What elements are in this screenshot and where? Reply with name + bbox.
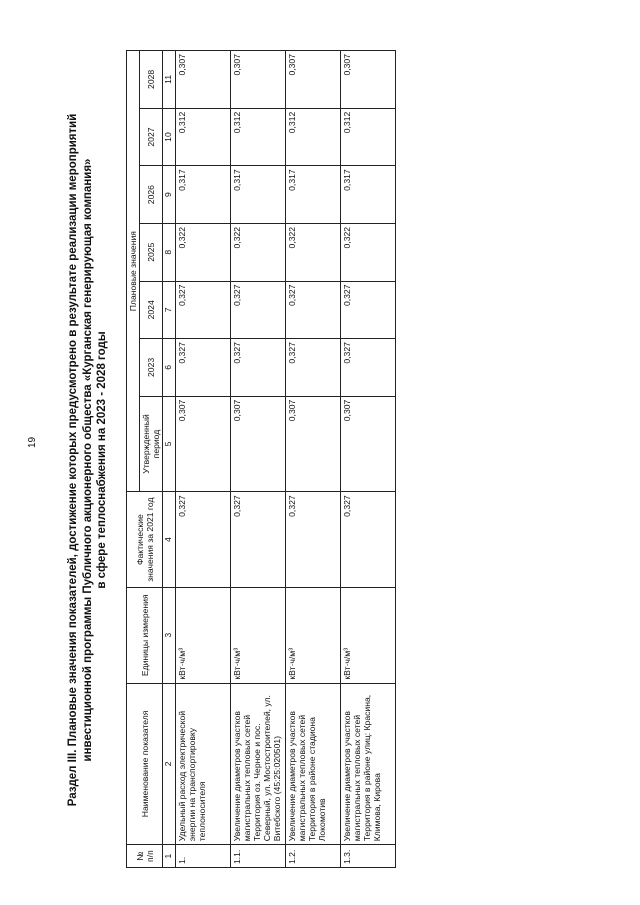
column-number: 3 (163, 587, 176, 683)
row-unit: кВт·ч/м³ (176, 587, 231, 683)
column-number: 9 (163, 166, 176, 224)
row-value: 0,307 (231, 51, 286, 109)
row-value: 0,322 (341, 223, 396, 281)
column-number: 8 (163, 223, 176, 281)
row-value: 0,317 (286, 166, 341, 224)
row-value: 0,322 (176, 223, 231, 281)
row-value: 0,307 (341, 51, 396, 109)
row-name: Увеличение диаметров участков магистральных тепловых сетей Территория в районе стадиона Локомотив (286, 683, 341, 845)
column-number: 7 (163, 281, 176, 339)
column-number: 5 (163, 396, 176, 492)
row-fact: 0,327 (286, 492, 341, 588)
section-title (64, 50, 110, 870)
indicators-table (126, 50, 396, 868)
row-value: 0,327 (341, 339, 396, 397)
row-value: 0,327 (231, 339, 286, 397)
row-value: 0,327 (341, 281, 396, 339)
table-row (231, 51, 286, 868)
page-number: 19 (27, 436, 38, 448)
header-year: 2028 (140, 51, 163, 109)
column-number: 1 (163, 845, 176, 868)
row-value: 0,307 (176, 51, 231, 109)
header-num: № п/п (127, 845, 163, 868)
row-value: 0,317 (341, 166, 396, 224)
header-year: 2026 (140, 166, 163, 224)
rotated-page-content (64, 50, 604, 870)
row-fact: 0,327 (231, 492, 286, 588)
title-line-1: Раздел III. Плановые значения показателей, достижение которых предусмотрено в результате реализации мероприятий (67, 113, 79, 807)
header-year: 2023 (140, 339, 163, 397)
row-value: 0,327 (176, 281, 231, 339)
row-num: 1. (176, 845, 231, 868)
row-name: Увеличение диаметров участков магистральных тепловых сетей Территория в районе улиц: Красина, Климова, Кирова (341, 683, 396, 845)
row-value: 0,312 (341, 108, 396, 166)
row-num: 1.2. (286, 845, 341, 868)
header-unit: Единицы измерения (127, 587, 163, 683)
header-planned: Плановые значения (127, 51, 140, 492)
title-line-2: инвестиционной программы Публичного акционерного общества «Курганская генерирующая компания» (81, 158, 94, 762)
row-approved: 0,307 (341, 396, 396, 492)
row-value: 0,327 (231, 281, 286, 339)
row-approved: 0,307 (286, 396, 341, 492)
header-year: 2027 (140, 108, 163, 166)
column-number: 10 (163, 108, 176, 166)
header-name: Наименование показателя (127, 683, 163, 845)
row-value: 0,322 (286, 223, 341, 281)
row-num: 1.1. (231, 845, 286, 868)
row-value: 0,312 (176, 108, 231, 166)
row-unit: кВт·ч/м³ (286, 587, 341, 683)
row-value: 0,327 (286, 339, 341, 397)
table-row (176, 51, 231, 868)
header-approved: Утвержденный период (140, 396, 163, 492)
row-fact: 0,327 (341, 492, 396, 588)
row-value: 0,322 (231, 223, 286, 281)
column-numbers-row (163, 51, 176, 868)
title-line-3: в сфере теплоснабжения на 2023 - 2028 годы (96, 331, 108, 589)
row-value: 0,327 (286, 281, 341, 339)
row-value: 0,312 (231, 108, 286, 166)
row-approved: 0,307 (231, 396, 286, 492)
column-number: 4 (163, 492, 176, 588)
column-number: 6 (163, 339, 176, 397)
header-year: 2025 (140, 223, 163, 281)
row-value: 0,317 (176, 166, 231, 224)
table-row (286, 51, 341, 868)
row-unit: кВт·ч/м³ (341, 587, 396, 683)
header-fact: Фактические значения за 2021 год (127, 492, 163, 588)
row-fact: 0,327 (176, 492, 231, 588)
table-row (341, 51, 396, 868)
row-num: 1.3. (341, 845, 396, 868)
column-number: 11 (163, 51, 176, 109)
row-value: 0,327 (176, 339, 231, 397)
row-name: Увеличение диаметров участков магистральных тепловых сетей Территория оз. Черное и пос. Северный, ул. Мостостроителей, ул. Витебского (45:25:020501) (231, 683, 286, 845)
header-year: 2024 (140, 281, 163, 339)
row-value: 0,317 (231, 166, 286, 224)
row-approved: 0,307 (176, 396, 231, 492)
row-value: 0,307 (286, 51, 341, 109)
column-number: 2 (163, 683, 176, 845)
row-value: 0,312 (286, 108, 341, 166)
row-unit: кВт·ч/м³ (231, 587, 286, 683)
row-name: Удельный расход электрической энергии на транспортировку теплоносителя (176, 683, 231, 845)
